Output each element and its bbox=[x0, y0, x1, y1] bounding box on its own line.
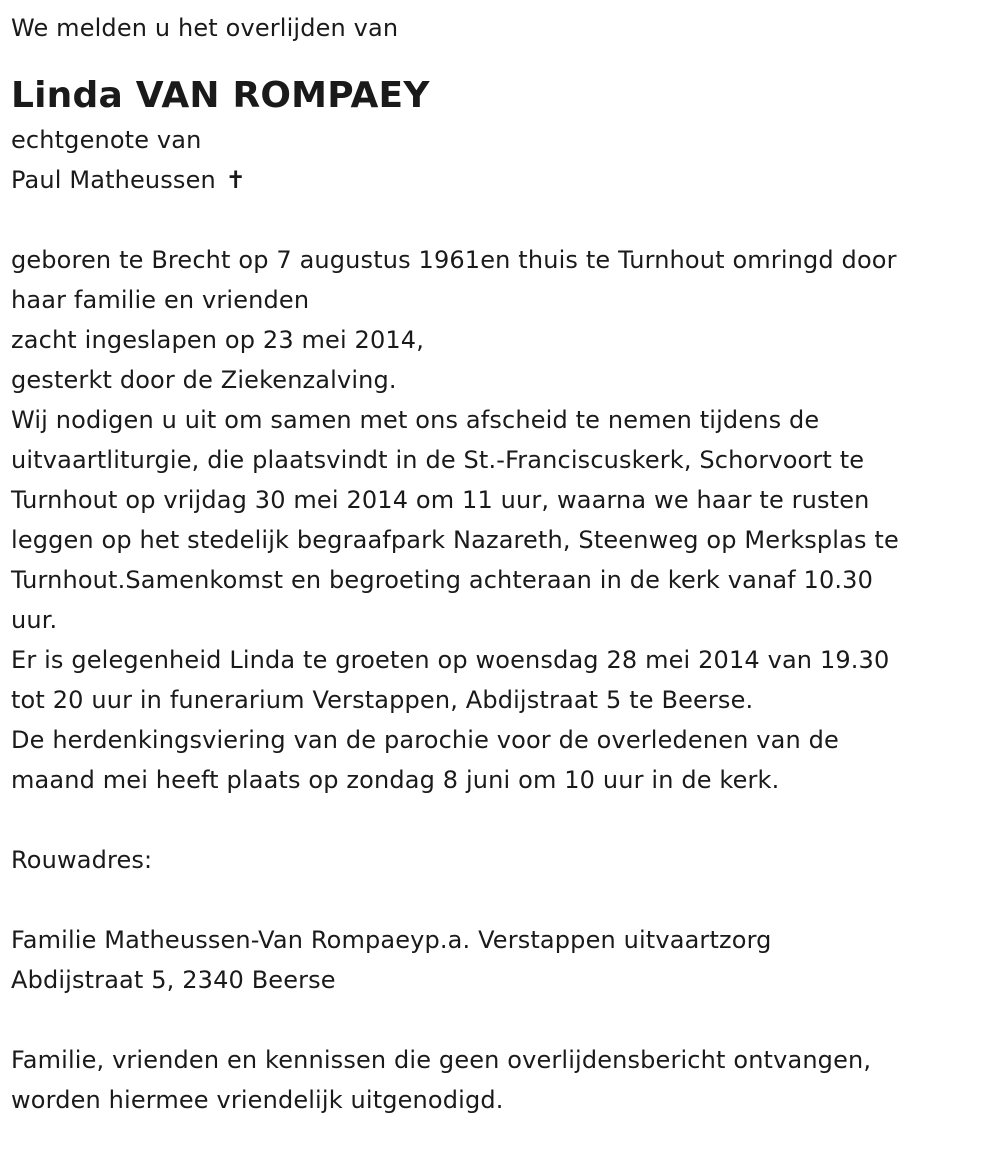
body-line: Wij nodigen u uit om samen met ons afscheid te nemen tijdens de bbox=[11, 406, 820, 434]
body-line: uur. bbox=[11, 606, 58, 634]
closing-line: Familie, vrienden en kennissen die geen overlijdensbericht ontvangen, bbox=[11, 1046, 872, 1074]
address-label: Rouwadres: bbox=[11, 846, 153, 874]
body-line: gesterkt door de Ziekenzalving. bbox=[11, 366, 397, 394]
body-line: geboren te Brecht op 7 augustus 1961en thuis te Turnhout omringd door bbox=[11, 246, 897, 274]
body-line: De herdenkingsviering van de parochie voor de overledenen van de bbox=[11, 726, 839, 754]
closing-line: worden hiermee vriendelijk uitgenodigd. bbox=[11, 1086, 504, 1114]
address-block bbox=[11, 920, 989, 1000]
body-line: Turnhout.Samenkomst en begroeting achteraan in de kerk vanaf 10.30 bbox=[11, 566, 874, 594]
spacer bbox=[11, 880, 989, 920]
intro-text: We melden u het overlijden van bbox=[11, 14, 399, 42]
spacer bbox=[11, 200, 989, 240]
spouse-name: Paul Matheussen bbox=[11, 166, 216, 194]
cross-icon: ✝ bbox=[225, 166, 246, 194]
body-line: leggen op het stedelijk begraafpark Nazareth, Steenweg op Merksplas te bbox=[11, 526, 899, 554]
body-line: Turnhout op vrijdag 30 mei 2014 om 11 uur, waarna we haar te rusten bbox=[11, 486, 870, 514]
spacer bbox=[11, 800, 989, 840]
body-line: Er is gelegenheid Linda te groeten op woensdag 28 mei 2014 van 19.30 bbox=[11, 646, 890, 674]
body-line: haar familie en vrienden bbox=[11, 286, 310, 314]
body-line: maand mei heeft plaats op zondag 8 juni om 10 uur in de kerk. bbox=[11, 766, 780, 794]
body-line: tot 20 uur in funerarium Verstappen, Abdijstraat 5 te Beerse. bbox=[11, 686, 754, 714]
closing-block bbox=[11, 1040, 989, 1120]
spacer bbox=[11, 1000, 989, 1040]
address-line: Abdijstraat 5, 2340 Beerse bbox=[11, 966, 336, 994]
relation-text: echtgenote van bbox=[11, 126, 202, 154]
spouse-line bbox=[11, 160, 989, 200]
notice-body bbox=[11, 240, 989, 800]
deceased-name: Linda VAN ROMPAEY bbox=[11, 75, 430, 116]
body-line: zacht ingeslapen op 23 mei 2014, bbox=[11, 326, 425, 354]
address-line: Familie Matheussen-Van Rompaeyp.a. Verstappen uitvaartzorg bbox=[11, 926, 772, 954]
body-line: uitvaartliturgie, die plaatsvindt in de St.-Franciscuskerk, Schorvoort te bbox=[11, 446, 865, 474]
